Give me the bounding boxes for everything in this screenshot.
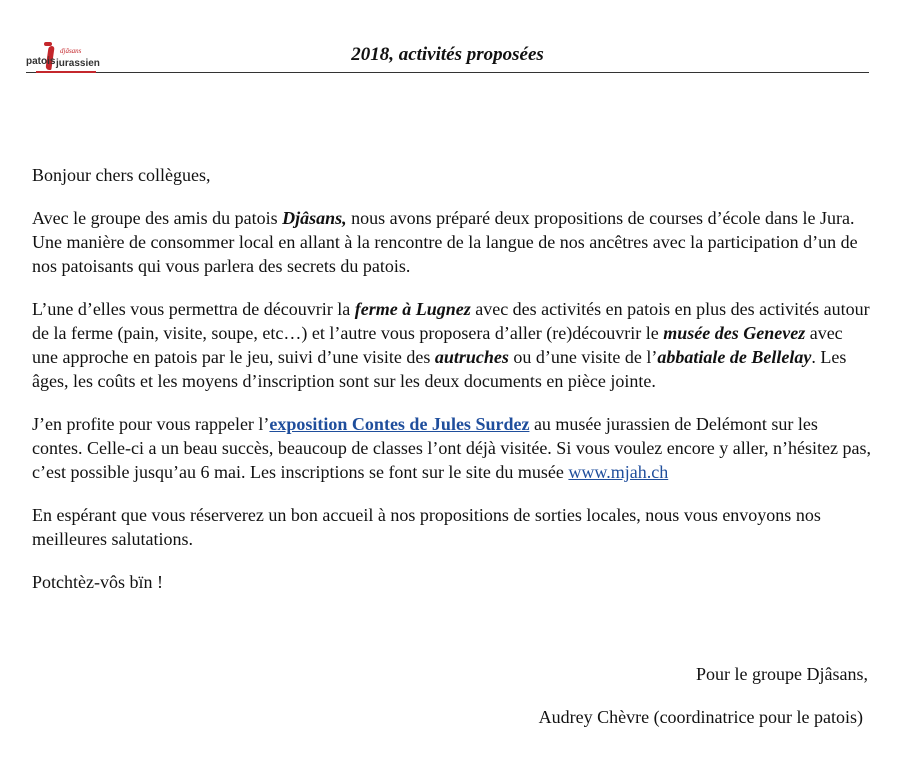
text: avec une approche en patois par le jeu, suivi d’une visite des: [32, 323, 843, 367]
text: avec des activités en patois en plus des activités autour de la ferme (pain, visite, soupe, etc…) et l’autre vous proposera d’aller (re)découvrir le: [32, 299, 870, 343]
text: . Les âges, les coûts et les moyens d’inscription sont sur les deux documents en pièce jointe.: [32, 347, 847, 391]
emphasis-ferme: ferme à Lugnez: [354, 299, 471, 319]
text: nous avons préparé deux propositions de courses d’école dans le Jura. Une manière de consommer local en allant à la rencontre de la langue de nos ancêtres avec la participation d’un de nos patoisants qui vous parlera des secrets du patois.: [32, 208, 858, 276]
page-header: [26, 40, 869, 73]
text: Avec le groupe des amis du patois: [32, 208, 283, 228]
logo-text-patois: patois: [26, 56, 56, 67]
paragraph-closing: En espérant que vous réserverez un bon accueil à nos propositions de sorties locales, nous vous envoyons nos meilleures salutations.: [32, 505, 821, 549]
text: au musée jurassien de Delémont sur les contes. Celle-ci a un beau succès, beaucoup de classes l’ont déjà visitée. Si vous voulez encore y aller, n’hésitez pas, c’est possible jusqu’au 6 mai. Les inscriptions se font sur le site du musée: [32, 414, 871, 482]
letter-body: [32, 163, 872, 613]
paragraph-intro: [32, 206, 872, 278]
emphasis-djasans: Djâsans,: [282, 208, 347, 228]
logo-underline: [36, 71, 96, 73]
museum-website-link[interactable]: www.mjah.ch: [568, 462, 669, 482]
signature-name: Audrey Chèvre (coordinatrice pour le patois): [538, 707, 863, 727]
signature-group: Pour le groupe Djâsans,: [696, 664, 868, 684]
paragraph-farewell: Potchtèz-vôs bïn !: [32, 572, 163, 592]
emphasis-abbatiale: abbatiale de Bellelay: [657, 347, 812, 367]
paragraph-activities: [32, 297, 872, 393]
emphasis-musee: musée des Genevez: [663, 323, 806, 343]
text: L’une d’elles vous permettra de découvrir la: [32, 299, 355, 319]
logo-text-djasans: djâsans: [60, 47, 82, 55]
text: J’en profite pour vous rappeler l’: [32, 414, 270, 434]
logo-text-jurassien: jurassien: [56, 58, 100, 69]
greeting: Bonjour chers collègues,: [32, 165, 211, 185]
document-title: 2018, activités proposées: [351, 44, 544, 65]
text: ou d’une visite de l’: [508, 347, 658, 367]
paragraph-exposition: [32, 412, 872, 484]
exposition-link[interactable]: exposition Contes de Jules Surdez: [269, 414, 530, 434]
emphasis-autruches: autruches: [434, 347, 509, 367]
